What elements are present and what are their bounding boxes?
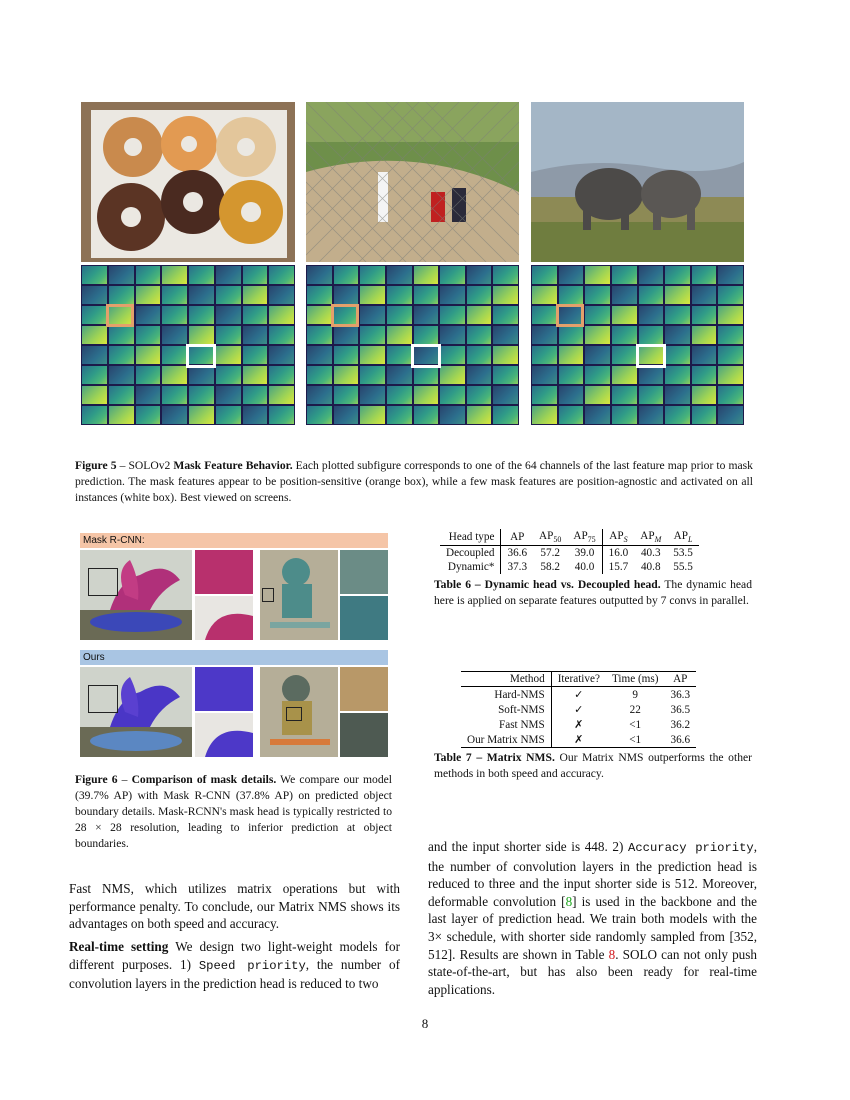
table-row [461, 732, 696, 748]
cell: <1 [629, 718, 642, 731]
caption-dash: – [117, 773, 132, 786]
ours-band [80, 650, 388, 665]
col-header: $AP_M$ [634, 529, 667, 546]
robot-zoom-top-ours [340, 667, 388, 711]
cell: 16.0 [602, 546, 634, 561]
cell: Hard-NMS [461, 687, 551, 703]
cell: Soft-NMS [498, 703, 545, 716]
table-row [461, 717, 696, 732]
paragraph-text: ] is used in the backbone and the last layer of prediction head. We train both models with the 3× schedule, with shorter side randomly sampled from [352, 512]. Results are shown in Table [428, 893, 757, 962]
cell: 37.3 [501, 560, 533, 574]
col-header: Iterative? [551, 672, 606, 687]
table-row [440, 560, 699, 574]
cell: Our Matrix NMS [467, 733, 545, 746]
cell: 40.0 [574, 561, 595, 574]
col-header: Time (ms) [606, 672, 665, 687]
table-6 [440, 529, 699, 574]
paragraph-text: and the input shorter side is 448. 2) [428, 839, 629, 854]
cell: 36.6 [670, 733, 691, 746]
cell: 36.5 [670, 703, 691, 716]
cell: 53.5 [667, 546, 699, 561]
cell: 57.2 [533, 546, 567, 561]
left-paragraph-1 [69, 880, 400, 933]
paragraph-text: , the number of convolution layers in the prediction head is reduced to two [69, 956, 400, 992]
cell: Fast NMS [499, 718, 545, 731]
cell: <1 [629, 733, 642, 746]
bird-zoom-top-ours [195, 667, 253, 711]
caption-text: The dynamic head here is applied on separate features outputted by 7 convs in parallel. [434, 578, 753, 607]
table-row [440, 546, 699, 561]
position-sensitive-box [556, 304, 584, 327]
baseball-photo [306, 102, 519, 262]
paragraph-text: , the number of convolution layers in the prediction head is reduced to three and the input shorter side is 512. Moreover, deformable convolution [ [428, 839, 757, 909]
cell: 36.2 [670, 718, 691, 731]
col-header: $AP_S$ [602, 529, 634, 546]
cross-icon: ✗ [551, 717, 606, 732]
bird-zoom-top [195, 550, 253, 594]
robot-zoom-top [340, 550, 388, 594]
caption-title: Mask Feature Behavior. [173, 459, 293, 472]
paragraph-text: . SOLO can not only push state-of-the-art, but has also been ready for real-time applications. [428, 946, 757, 997]
figure-5-caption [75, 458, 753, 506]
col-header: $AP_{50}$ [533, 529, 567, 546]
table-row [461, 702, 696, 717]
position-sensitive-box [106, 304, 134, 327]
caption-text: Each plotted subfigure corresponds to one of the 64 channels of the last feature map prior to mask prediction. The mask features appear to be position-sensitive (orange box), while a few mask features are position-agnostic and activated on all instances (white box). Best viewed on screens. [75, 459, 753, 504]
caption-label: Table 7 [434, 751, 472, 764]
table-ref-link[interactable]: 8 [608, 946, 616, 962]
check-icon: ✓ [551, 687, 606, 703]
figure-6-caption [75, 772, 392, 852]
code-text: Accuracy priority [628, 841, 754, 855]
caption-label: Table 6 [434, 578, 471, 591]
caption-label: Figure 5 [75, 459, 117, 472]
table-6-caption [434, 577, 752, 609]
band-label: Ours [83, 652, 105, 663]
mask-rcnn-band [80, 533, 388, 548]
caption-dash: – [471, 578, 485, 591]
position-agnostic-box [186, 344, 216, 368]
caption-dash: – SOLOv2 [116, 459, 174, 472]
caption-text: Our Matrix NMS outperforms the other methods in both speed and accuracy. [434, 751, 752, 780]
section-heading: Real-time setting [69, 939, 169, 954]
table-7-caption [434, 750, 752, 782]
caption-title: Comparison of mask details. [131, 773, 277, 786]
table-row [461, 687, 696, 703]
left-paragraph-2 [69, 938, 400, 993]
cell: 40.3 [634, 546, 667, 561]
col-header: Head type [440, 529, 501, 546]
page-number: 8 [421, 1016, 429, 1031]
robot-skateboard-mask-rcnn [260, 550, 338, 640]
cell: Decoupled [440, 546, 501, 561]
bird-zoom-bottom [195, 596, 253, 640]
band-label: Mask R-CNN: [83, 535, 145, 546]
paragraph-text: Fast NMS, which utilizes matrix operations but with performance penalty. To conclude, our Matrix NMS shows its advantages on both speed and accuracy. [69, 881, 400, 932]
robot-zoom-bottom [340, 596, 388, 640]
cell: 55.5 [673, 561, 693, 574]
bird-zoom-bottom-ours [195, 713, 253, 757]
col-header: $AP_{75}$ [567, 529, 602, 546]
col-header: Method [461, 672, 551, 687]
cross-icon: ✗ [551, 732, 606, 748]
bird-sculpture-ours [80, 667, 192, 757]
caption-title: Dynamic head vs. Decoupled head. [484, 578, 661, 591]
robot-zoom-bottom-ours [340, 713, 388, 757]
right-paragraph [428, 838, 757, 998]
cell: Dynamic* [447, 561, 495, 574]
cell: 58.2 [540, 561, 560, 574]
paragraph-text: We design two light-weight models for different purposes. 1) [69, 939, 401, 972]
cell: 36.3 [664, 687, 696, 703]
caption-text: We compare our model (39.7% AP) with Mask R-CNN (37.8% AP) on predicted object boundary details. Mask-RCNN's mask head is typically restricted to 28 × 28 resolution, leading to inferior prediction at object boundaries. [75, 773, 392, 850]
elephants-photo [531, 102, 744, 262]
cell: 22 [629, 703, 641, 716]
position-sensitive-box [331, 304, 359, 327]
position-agnostic-box [636, 344, 666, 368]
donuts-photo [81, 102, 295, 262]
position-agnostic-box [411, 344, 441, 368]
robot-skateboard-ours [260, 667, 338, 757]
col-header: AP [501, 529, 533, 546]
bird-sculpture-mask-rcnn [80, 550, 192, 640]
citation-link[interactable]: 8 [565, 893, 573, 909]
caption-title: Matrix NMS. [486, 751, 555, 764]
col-header: $AP_L$ [667, 529, 699, 546]
col-header: AP [664, 672, 696, 687]
cell: 40.8 [640, 561, 661, 574]
cell: 36.6 [501, 546, 533, 561]
caption-label: Figure 6 [75, 773, 118, 786]
table-7 [461, 671, 696, 748]
cell: 39.0 [567, 546, 602, 561]
cell: 15.7 [602, 560, 634, 574]
check-icon: ✓ [551, 702, 606, 717]
cell: 9 [606, 687, 665, 703]
code-text: Speed priority [198, 958, 306, 973]
caption-dash: – [471, 751, 487, 764]
